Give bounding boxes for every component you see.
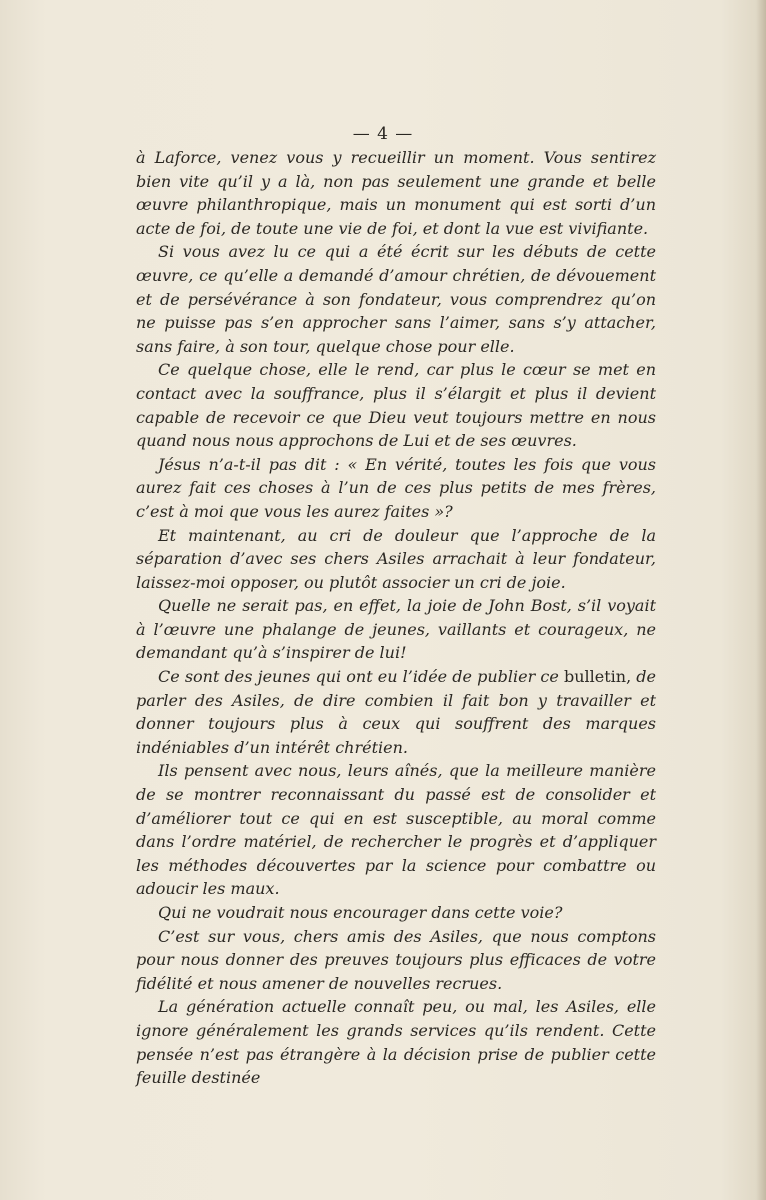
paragraph-6: Quelle ne serait pas, en effet, la joie de John Bost, s’il voyait à l’œuvre une phalange de jeunes, vaillants et courageux, ne demandant qu’à s’inspirer de lui! bbox=[136, 596, 656, 663]
page-number: — 4 — bbox=[352, 124, 414, 144]
paragraph-7-start: Ce sont des jeunes qui ont eu l’idée de publier ce bbox=[158, 667, 564, 687]
paragraph-7 bbox=[136, 665, 656, 759]
paragraph-11: La génération actuelle connaît peu, ou mal, les Asiles, elle ignore généralement les grands services qu’ils rendent. Cette pensée n’est pas étrangère à la décision prise de publier cette feuille destinée bbox=[136, 997, 656, 1088]
paragraph-10: C’est sur vous, chers amis des Asiles, que nous comptons pour nous donner des preuves toujours plus efficaces de votre fidélité et nous amener de nouvelles recrues. bbox=[136, 926, 656, 993]
body-text bbox=[136, 146, 656, 1090]
paragraph-7-end: de parler des Asiles, de dire combien il fait bon y travailler et donner toujours plus à ceux qui souffrent des marques indéniables d’un intérêt chrétien. bbox=[136, 667, 656, 757]
paragraph-2: Si vous avez lu ce qui a été écrit sur les débuts de cette œuvre, ce qu’elle a demandé d’amour chrétien, de dévouement et de persévérance à son fondateur, vous comprendrez qu’on ne puisse pas s’en approcher sans l’aimer, sans s’y attacher, sans faire, à son tour, quelque chose pour elle. bbox=[136, 242, 656, 356]
paragraph-5: Et maintenant, au cri de douleur que l’approche de la séparation d’avec ses chers Asiles arrachait à leur fondateur, laissez-moi opposer, ou plutôt associer un cri de joie. bbox=[136, 525, 656, 592]
paragraph-1: à Laforce, venez vous y recueillir un moment. Vous sentirez bien vite qu’il y a là, non pas seulement une grande et belle œuvre philanthropique, mais un monument qui est sorti d’un acte de foi, de toute une vie de foi, et dont la vue est vivifiante. bbox=[136, 148, 656, 238]
paragraph-3: Ce quelque chose, elle le rend, car plus le cœur se met en contact avec la souffrance, plus il s’élargit et plus il devient capable de recevoir ce que Dieu veut toujours mettre en nous quand nous nous approchons de Lui et de ses œuvres. bbox=[136, 360, 656, 451]
paragraph-4: Jésus n’a-t-il pas dit : « En vérité, toutes les fois que vous aurez fait ces choses à l’un de ces plus petits de mes frères, c’est à moi que vous les aurez faites »? bbox=[136, 454, 656, 521]
paragraph-9: Qui ne voudrait nous encourager dans cette voie? bbox=[158, 903, 563, 922]
page-edge-shadow bbox=[756, 0, 766, 1200]
bulletin-word: bulletin, bbox=[563, 667, 632, 687]
paragraph-8: Ils pensent avec nous, leurs aînés, que la meilleure manière de se montrer reconnaissant du passé est de consolider et d’améliorer tout ce qui en est susceptible, au moral comme dans l’ordre matériel, de rechercher le progrès et d’appliquer les méthodes découvertes par la science pour combattre ou adoucir les maux. bbox=[136, 761, 656, 899]
